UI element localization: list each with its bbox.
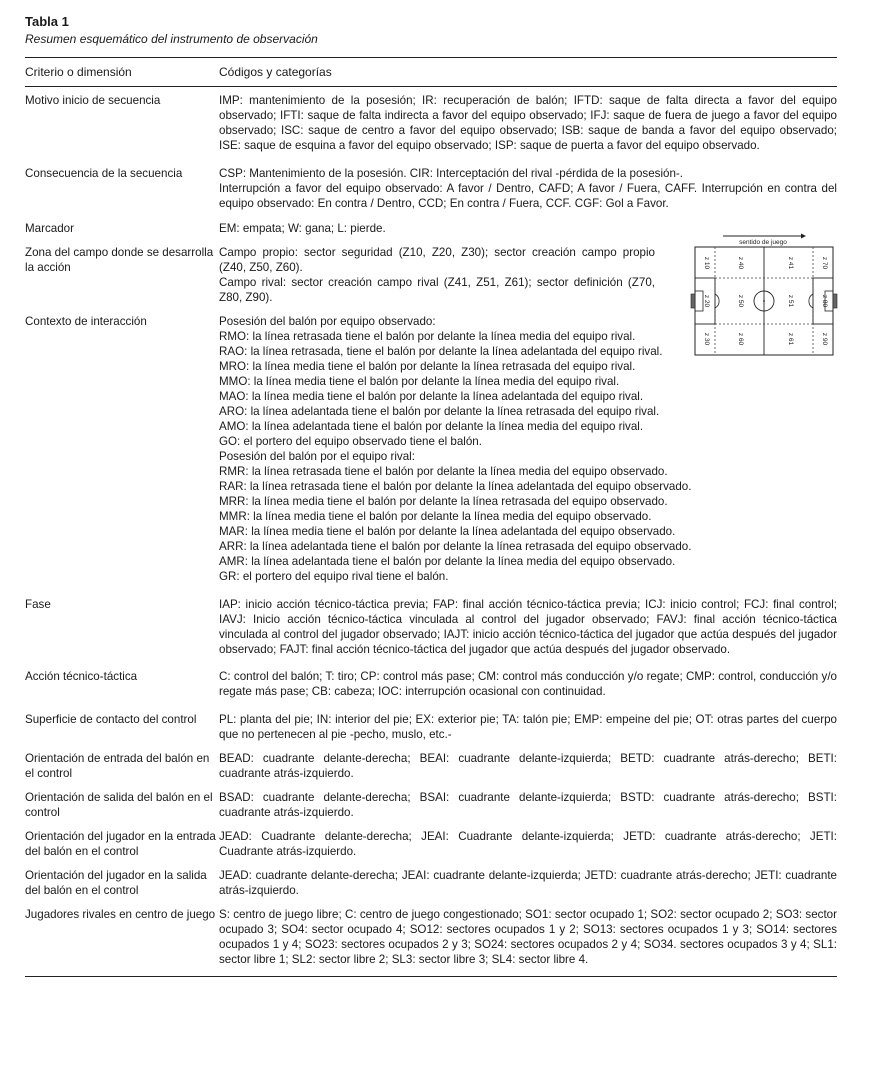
codes-line: ARR: la línea adelantada tiene el balón por delante la línea retrasada del equipo observado. bbox=[219, 540, 692, 553]
row-criterion: Zona del campo donde se desarrolla la acción bbox=[25, 246, 214, 274]
codes-line: MAR: la línea media tiene el balón por delante la línea adelantada del equipo observado. bbox=[219, 525, 676, 538]
row-codes: BSAD: cuadrante delante-derecha; BSAI: cuadrante delante-izquierda; BSTD: cuadrante atrás-derecho; BSTI: cuadrante atrás-izquierdo. bbox=[219, 791, 837, 819]
table-row bbox=[25, 93, 837, 153]
row-criterion: Orientación del jugador en la salida del balón en el control bbox=[25, 869, 207, 897]
zone-label: z 61 bbox=[787, 332, 794, 346]
table-header bbox=[25, 58, 837, 87]
table-label: Tabla 1 bbox=[25, 14, 69, 29]
codes-line: GO: el portero del equipo observado tiene el balón. bbox=[219, 435, 482, 448]
codes-line: MRO: la línea media tiene el balón por delante la línea retrasada del equipo rival. bbox=[219, 360, 636, 373]
table-row bbox=[25, 597, 837, 657]
row-codes: BEAD: cuadrante delante-derecha; BEAI: cuadrante delante-izquierda; BETD: cuadrante atrás-derecho; BETI: cuadrante atrás-izquierdo. bbox=[219, 752, 837, 780]
codes-line: RAR: la línea retrasada tiene el balón por delante la línea adelantada del equipo observado. bbox=[219, 480, 692, 493]
codes-line: ARO: la línea adelantada tiene el balón por delante la línea retrasada del equipo rival. bbox=[219, 405, 660, 418]
row-codes: EM: empata; W: gana; L: pierde. bbox=[219, 222, 386, 235]
codes-line: Campo propio: sector seguridad (Z10, Z20, Z30); sector creación campo propio (Z40, Z50, Z60). bbox=[219, 246, 655, 274]
header-codes: Códigos y categorías bbox=[219, 65, 332, 79]
document-page bbox=[25, 14, 837, 977]
codes-line: AMO: la línea adelantada tiene el balón por delante la línea media del equipo rival. bbox=[219, 420, 644, 433]
row-codes: JEAD: Cuadrante delante-derecha; JEAI: Cuadrante delante-izquierda; JETD: cuadrante atrás-derecho; JETI: Cuadrante atrás-izquierdo. bbox=[219, 830, 837, 858]
codes-line: RMO: la línea retrasada tiene el balón por delante la línea media del equipo rival. bbox=[219, 330, 636, 343]
zone-label: z 80 bbox=[821, 294, 828, 308]
zone-label: z 60 bbox=[737, 332, 744, 346]
codes-line: Posesión del balón por el equipo rival: bbox=[219, 450, 415, 463]
table-row bbox=[25, 829, 837, 859]
zone-label: z 70 bbox=[821, 256, 828, 270]
codes-line: MAO: la línea media tiene el balón por delante la línea adelantada del equipo rival. bbox=[219, 390, 644, 403]
row-codes: IAP: inicio acción técnico-táctica previa; FAP: final acción técnico-táctica previa; ICJ: inicio control; FCJ: final control; IAVJ: Inicio acción técnico-táctica vinculada al control del jugador observado; FAVJ: final acción técnico-táctica vinculada al control del jugador observado; IAJT: inicio acción técnico-táctica del jugador que actúa después del jugador observado; FAJT: final acción técnico-táctica del jugador que actúa después del jugador observado. bbox=[219, 598, 837, 656]
table-row bbox=[25, 790, 837, 820]
field-svg bbox=[689, 233, 841, 358]
zone-label: z 50 bbox=[737, 294, 744, 308]
zone-label: z 10 bbox=[703, 256, 710, 270]
table-row bbox=[25, 868, 837, 898]
zone-label: z 20 bbox=[703, 294, 710, 308]
table-row bbox=[25, 166, 837, 211]
zone-label: z 41 bbox=[787, 256, 794, 270]
row-criterion: Marcador bbox=[25, 222, 74, 235]
table-caption: Resumen esquemático del instrumento de observación bbox=[25, 32, 318, 46]
row-codes: JEAD: cuadrante delante-derecha; JEAI: cuadrante delante-izquierda; JETD: cuadrante atrás-derecho; JETI: cuadrante atrás-izquierdo. bbox=[219, 869, 837, 897]
zone-label: z 30 bbox=[703, 332, 710, 346]
codes-line: Posesión del balón por equipo observado: bbox=[219, 315, 436, 328]
table-row bbox=[25, 751, 837, 781]
codes-line: RAO: la línea retrasada, tiene el balón por delante la línea adelantada del equipo rival. bbox=[219, 345, 663, 358]
row-criterion: Motivo inicio de secuencia bbox=[25, 94, 161, 107]
codes-line: AMR: la línea adelantada tiene el balón por delante la línea media del equipo observado. bbox=[219, 555, 676, 568]
row-codes bbox=[219, 166, 837, 211]
row-criterion: Superficie de contacto del control bbox=[25, 713, 197, 726]
row-codes: S: centro de juego libre; C: centro de juego congestionado; SO1: sector ocupado 1; SO2: sector ocupado 2; SO3: sector ocupado 3; SO4: sector ocupado 4; SO12: sectores ocupados 1 y 2; SO13: sectores ocupados 1 y 3; SO14: sectores ocupados 1 y 4; SO23: sectores ocupados 2 y 3; SO24: sectores ocupados 2 y 4; SO34. sectores ocupados 3 y 4; SL1: sector libre 1; SL2: sector libre 2; SL3: sector libre 3; SL4: sector libre 4. bbox=[219, 908, 837, 966]
row-criterion: Acción técnico-táctica bbox=[25, 670, 138, 683]
direction-arrow-icon bbox=[723, 234, 806, 239]
row-criterion: Consecuencia de la secuencia bbox=[25, 167, 183, 180]
row-codes: C: control del balón; T: tiro; CP: control más pase; CM: control más conducción y/o regate; CMP: control, conducción y/o regate más pase; CB: cabeza; IOC: interrupción ocasional con continuidad. bbox=[219, 670, 837, 698]
row-criterion: Fase bbox=[25, 598, 51, 611]
table-row bbox=[25, 712, 837, 742]
row-criterion: Orientación de entrada del balón en el control bbox=[25, 752, 210, 780]
soccer-field-diagram bbox=[689, 233, 841, 358]
codes-line: MMR: la línea media tiene el balón por delante la línea media del equipo observado. bbox=[219, 510, 652, 523]
codes-line: RMR: la línea retrasada tiene el balón por delante la línea media del equipo observado. bbox=[219, 465, 668, 478]
right-goal-icon bbox=[833, 294, 837, 308]
zone-label: z 51 bbox=[787, 294, 794, 308]
codes-line: MRR: la línea media tiene el balón por delante la línea retrasada del equipo observado. bbox=[219, 495, 668, 508]
table-row bbox=[25, 907, 837, 967]
codes-line: Interrupción a favor del equipo observado: A favor / Dentro, CAFD; A favor / Fuera, CAFF. Interrupción en contra del equipo observado: En contra / Dentro, CCD; En contra / Fuera, CCF. CGF: Gol a Favor. bbox=[219, 182, 837, 210]
row-criterion: Orientación del jugador en la entrada del balón en el control bbox=[25, 830, 216, 858]
left-goal-icon bbox=[691, 294, 695, 308]
row-criterion: Contexto de interacción bbox=[25, 315, 147, 328]
codes-line: GR: el portero del equipo rival tiene el balón. bbox=[219, 570, 449, 583]
codes-line: CSP: Mantenimiento de la posesión. CIR: Interceptación del rival -pérdida de la posesión-. bbox=[219, 167, 683, 180]
header-criterion: Criterio o dimensión bbox=[25, 65, 132, 79]
row-criterion: Jugadores rivales en centro de juego bbox=[25, 908, 216, 921]
row-criterion: Orientación de salida del balón en el control bbox=[25, 791, 213, 819]
direction-label: sentido de juego bbox=[739, 239, 787, 246]
row-codes: IMP: mantenimiento de la posesión; IR: recuperación de balón; IFTD: saque de falta directa a favor del equipo observado; IFTI: saque de falta indirecta a favor del equipo observado; IFJ: saque de fuera de juego a favor del equipo observado; ISC: saque de centro a favor del equipo observado; ISB: saque de banda a favor del equipo observado; ISE: saque de esquina a favor del equipo observado; ISP: saque de puerta a favor del equipo observado. bbox=[219, 94, 837, 152]
zone-label: z 40 bbox=[737, 256, 744, 270]
zone-label: z 90 bbox=[821, 332, 828, 346]
row-codes: PL: planta del pie; IN: interior del pie; EX: exterior pie; TA: talón pie; EMP: empeine del pie; OT: otras partes del cuerpo que no pertenecen al pie -pecho, muslo, etc.- bbox=[219, 713, 837, 741]
table-bottom-rule bbox=[25, 976, 837, 977]
table-row bbox=[25, 669, 837, 699]
codes-line: Campo rival: sector creación campo rival (Z41, Z51, Z61); sector definición (Z70, Z80, Z90). bbox=[219, 276, 655, 304]
codes-line: MMO: la línea media tiene el balón por delante la línea media del equipo rival. bbox=[219, 375, 620, 388]
